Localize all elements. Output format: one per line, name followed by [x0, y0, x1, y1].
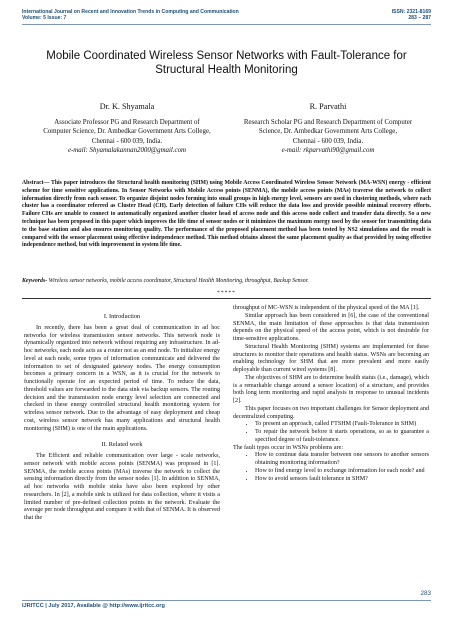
abstract-label: Abstract—	[22, 180, 50, 186]
footer: IJRITCC | July 2017, Available @ http://www.ijritcc.org	[22, 603, 165, 609]
bullet-list	[233, 421, 429, 444]
issn: ISSN: 2321-8169	[391, 9, 431, 15]
abstract-text: This paper introduces the Structural health monitoring (SHM) using Mobile Access Coordinated Wireless Sensor Network (MA-WSN) energy - efficient scheme for time sensitive applications. In Sensor Networks with Mobile Access points (SENMA), the mobile access points (MAs) traverse the network to collect information directly from each sensor. To organize disjoint nodes forming into small groups in high energy level, sensors are used in clustering methods, where each cluster has a coordinator referred as Cluster Head (CH). Early detection of failure CHs will reduce the data loss and provide possible minimal recovery efforts. Failure CHs are unable to connect to automatically organized another cluster head of access node and this access node collect and transfer data directly. So a new technique has been proposed in this paper which improves the life time of sensor nodes or it minimizes the maximum energy used by the sensor for transmitting data to the base station and also ensures monitoring quality. The performance of the proposed placement method has been tested by NS2 simulations and the result is compared with the sensor placement using effective independence method. This method obtains almost the same placement quality as that provided by using effective independence method, but with improvement in system life time.	[22, 180, 431, 249]
footer-rule	[22, 600, 431, 601]
paragraph: The objectives of SHM are to determine health status (i.e., damage), which is a remarkable change around a sensor location) of a structure, and provides both long term monitoring and rapid analysis in response to unusual incidents [2].	[233, 374, 429, 404]
list-item: • How to continue data transfer between one sensors to another sensors obtaining monitoring information?	[255, 452, 429, 468]
paragraph: This paper focuses on two important challenges for Sensor deployment and decentralized computing.	[233, 405, 429, 420]
abstract	[22, 180, 431, 250]
author-block-2	[233, 102, 423, 155]
author-affiliation: Science, Dr. Ambedkar Government Arts College,	[258, 128, 398, 136]
section-separator: *****	[217, 290, 236, 296]
bullet-list	[233, 452, 429, 483]
keywords	[22, 278, 431, 286]
header-rule	[22, 24, 431, 25]
author-email: e-mail: Shyamalakannan2000@gmail.com	[67, 146, 187, 154]
section-heading-introduction: I. Introduction	[103, 313, 141, 320]
keywords-label: Keywords-	[22, 278, 48, 284]
right-column	[233, 305, 429, 483]
left-column	[24, 305, 220, 523]
page-number: 283	[420, 590, 431, 597]
paper-title: Mobile Coordinated Wireless Sensor Networks with Fault-Tolerance for Structural Health Monitoring	[46, 50, 407, 76]
list-item: • To repair the network before it starts operations, so as to guarantee a specified degree of fault-tolerance.	[255, 429, 429, 445]
author-address: Chennai - 600 039, India.	[292, 137, 364, 145]
paragraph: throughput of MC-WSN is independent of the physical speed of the MA [1].	[233, 305, 420, 311]
author-name: R. Parvathi	[309, 102, 347, 111]
author-affiliation: Research Scholar PG and Research Department of Computer	[243, 119, 413, 127]
list-item: • How to avoid sensors fault tolerance in SHM?	[255, 476, 429, 484]
paragraph: Similar approach has been considered in [6], the case of the conventional SENMA, the main limitation of these approaches is that data transmission depends on the physical speed of the access point, which is not desirable for time-sensitive applications.	[233, 312, 429, 342]
list-item: • To present an approach, called FTSHM (Fault-Tolerance in SHM)	[255, 421, 429, 429]
divider-rule	[22, 298, 431, 299]
journal-name: International Journal on Recent and Innovation Trends in Computing and Communication	[22, 9, 239, 15]
author-address: Chennai - 600 039, India.	[91, 137, 163, 145]
author-name: Dr. K. Shyamala	[99, 102, 155, 111]
paragraph: Structural Health Monitoring (SHM) systems are implemented for these structures to monitor their operations and health status. WSNs are becoming an enabling technology for SHM that are more prevalent and more easily deployable than current wired systems [8].	[233, 343, 429, 373]
paragraph: In recently, there has been a great deal of communication in ad hoc networks for wireless transmission sensor networks. This network node is dynamically organized into network without requiring any infrastructure. In ad- hoc networks, each node acts as a router not as an end node. To initialize energy level at each node, some types of information communicate and delivered the information to set of designated gateway nodes. The energy consumption becomes a primary concern in a WSN, as it is crucial for the network to functionally operate for an expected period of time. To reduce the data, threshold values are forwarded to the data sink via backup sensors. The routing decision and the transmission node energy level selection are connected and checked in these energy controlled structural health monitoring system for wireless sensor network. Due to the advantage of easy deployment and cheap cost, wireless sensor network has many applications and structural health monitoring (SHM) is one of the main applications.	[24, 324, 220, 432]
keywords-text: Wireless sensor networks, mobile access coordinator, Structural Health Monitoring, throughput, Backup Sensor.	[47, 278, 309, 284]
section-heading-related-work: II. Related work	[101, 441, 143, 449]
page-range: 283 – 287	[408, 15, 431, 22]
author-affiliation: Associate Professor PG and Research Department of	[54, 119, 200, 127]
volume-issue: Volume: 5 Issue: 7	[22, 15, 67, 22]
paragraph: The Efficient and reliable communication over large - scale networks, sensor network with mobile access points (SENMA) was proposed in [1]. SENMA, the mobile access points (MAs) traverse the network to collect the sensing information directly from the sensor nodes [1]. In addition to SENMA, ad hoc networks with mobile sinks have also been explored by other researchers. In [2], a mobile sink is utilized for data collection, where it visits a limited number of pre-defined collection points in the network. Evaluate the average per node throughput and compare it with that of SENMA. It is observed that the	[24, 453, 220, 521]
list-item: • How to find energy level to exchange information for each node? and	[255, 468, 429, 476]
author-email: e-mail: rkparvathi90@gmail.com	[281, 146, 375, 154]
paragraph: The fault types occur in WSNs problems are:	[233, 444, 344, 451]
author-block-1	[32, 102, 222, 155]
author-affiliation: Computer Science, Dr. Ambedkar Government Arts College,	[43, 128, 211, 136]
